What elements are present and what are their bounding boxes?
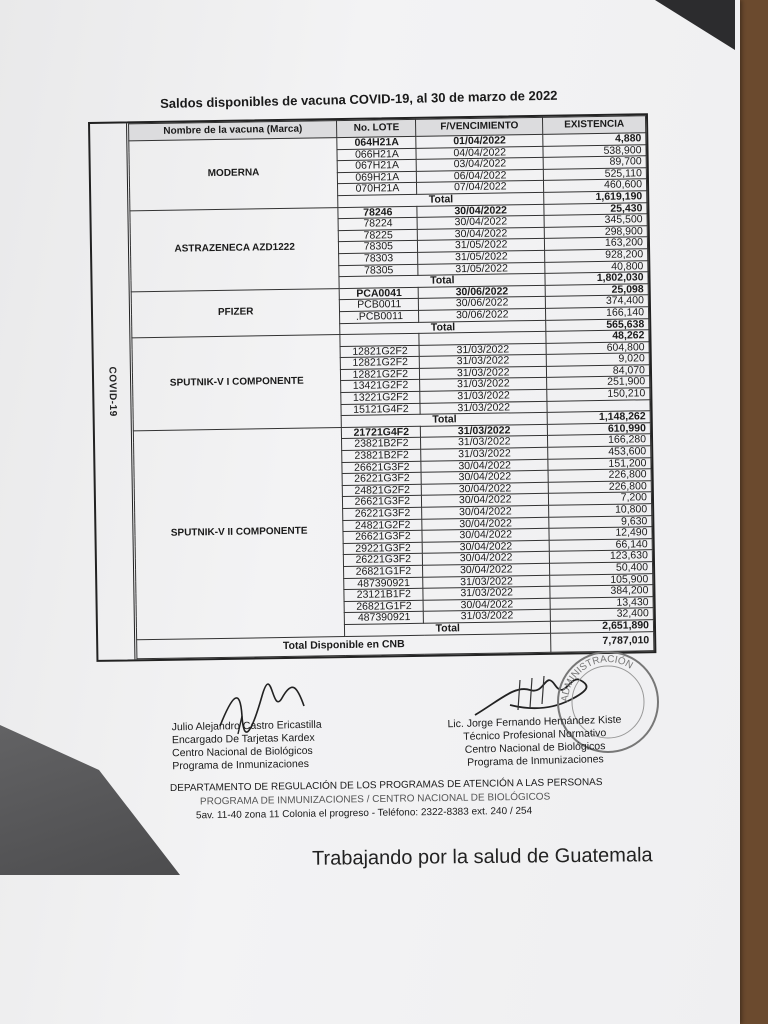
lot-number-cell: 78225 <box>339 229 418 242</box>
stock-quantity-cell: 928,200 <box>545 249 648 262</box>
stock-quantity-cell: 166,140 <box>546 307 649 320</box>
expiry-date-cell: 31/03/2022 <box>419 343 546 357</box>
expiry-date-cell: 31/03/2022 <box>420 378 547 392</box>
stock-quantity-cell: 13,430 <box>550 596 653 609</box>
table-body <box>129 133 654 659</box>
stock-quantity-cell: 105,900 <box>550 573 653 586</box>
lot-number-cell: 26221G3F2 <box>343 507 422 520</box>
footer-slogan: Trabajando por la salud de Guatemala <box>311 844 653 870</box>
expiry-date-cell: 31/03/2022 <box>423 586 550 600</box>
lot-number-cell: 26221G3F2 <box>342 473 421 486</box>
vaccine-brand-cell: SPUTNIK-V II COMPONENTE <box>133 427 345 639</box>
expiry-date-cell: 30/04/2022 <box>423 563 550 577</box>
lot-number-cell: 23821B2F2 <box>342 449 421 462</box>
group-total-value: 2,651,890 <box>551 620 654 633</box>
expiry-date-cell: 30/06/2022 <box>419 297 546 311</box>
expiry-date-cell: 06/04/2022 <box>417 169 544 183</box>
lot-number-cell: 29221G3F2 <box>344 542 423 555</box>
stamp-text: ADMINISTRACIÓN <box>559 653 635 703</box>
group-total-label: Total <box>339 273 545 288</box>
expiry-date-cell: 01/04/2022 <box>416 134 543 148</box>
lot-number-cell: 23121B1F2 <box>344 588 423 601</box>
group-total-label: Total <box>340 320 546 335</box>
expiry-date-cell: 31/03/2022 <box>421 436 548 450</box>
lot-number-cell: 78246 <box>338 206 417 219</box>
header-stock: EXISTENCIA <box>543 116 646 135</box>
lot-number-cell: 26821G1F2 <box>344 600 423 613</box>
stock-quantity-cell: 525,110 <box>543 168 646 181</box>
expiry-date-cell: 30/04/2022 <box>417 216 544 230</box>
lot-number-cell: 24821G2F2 <box>343 484 422 497</box>
lot-number-cell: 78305 <box>339 241 418 254</box>
stock-quantity-cell: 226,800 <box>548 481 651 494</box>
stock-quantity-cell: 32,400 <box>550 608 653 621</box>
stock-quantity-cell: 4,880 <box>543 133 646 146</box>
lot-number-cell: 78303 <box>339 252 418 265</box>
lot-number-cell: 26621G3F2 <box>343 496 422 509</box>
svg-text:ADMINISTRACIÓN <box>560 653 635 702</box>
expiry-date-cell: 30/04/2022 <box>422 505 549 519</box>
lot-number-cell: 24821G2F2 <box>343 519 422 532</box>
expiry-date-cell: 07/04/2022 <box>417 181 544 195</box>
stock-quantity-cell: 610,990 <box>547 423 650 436</box>
stock-quantity-cell: 226,800 <box>548 469 651 482</box>
lot-number-cell: 12821G2F2 <box>341 368 420 381</box>
grand-total-label: Total Disponible en CNB <box>137 633 551 659</box>
stock-quantity-cell: 251,900 <box>547 376 650 389</box>
stock-quantity-cell: 123,630 <box>549 550 652 563</box>
expiry-date-cell: 30/06/2022 <box>418 285 545 299</box>
expiry-date-cell: 30/04/2022 <box>422 494 549 508</box>
lot-number-cell: 487390921 <box>345 612 424 625</box>
group-total-value: 565,638 <box>546 318 649 331</box>
header-lot: No. LOTE <box>337 119 416 137</box>
expiry-date-cell: 30/04/2022 <box>422 482 549 496</box>
group-total-value: 1,148,262 <box>547 411 650 424</box>
expiry-date-cell: 30/04/2022 <box>423 552 550 566</box>
right-signer-program: Programa de Inmunizaciones <box>467 753 604 769</box>
stock-quantity-cell: 374,400 <box>545 295 648 308</box>
lot-number-cell: 070H21A <box>338 183 417 196</box>
expiry-date-cell: 31/03/2022 <box>424 610 551 624</box>
vaccine-brand-cell: PFIZER <box>131 288 340 338</box>
stock-quantity-cell: 150,210 <box>547 388 650 401</box>
stock-table-frame <box>88 113 656 661</box>
vaccine-brand-cell: SPUTNIK-V I COMPONENTE <box>132 335 342 431</box>
stock-quantity-cell: 298,900 <box>544 225 647 238</box>
header-expiry: F/VENCIMIENTO <box>416 117 543 136</box>
expiry-date-cell: 04/04/2022 <box>416 146 543 160</box>
lot-number-cell: PCA0041 <box>340 287 419 300</box>
document-title: Saldos disponibles de vacuna COVID-19, al 30 de marzo de 2022 <box>160 87 558 111</box>
footer-department: DEPARTAMENTO DE REGULACIÓN DE LOS PROGRAMAS DE ATENCIÓN A LAS PERSONAS <box>169 776 603 795</box>
right-signer-org: Centro Nacional de Biológicos <box>464 740 606 756</box>
vaccine-brand-cell: ASTRAZENECA AZD1222 <box>130 207 340 291</box>
stock-quantity-cell: 25,430 <box>544 202 647 215</box>
expiry-date-cell: 30/04/2022 <box>418 227 545 241</box>
footer-address: 5av. 11-40 zona 11 Colonia el progreso - Teléfono: 2322-8383 ext. 240 / 254 <box>195 805 533 822</box>
group-total-value: 1,802,030 <box>545 272 648 285</box>
footer-program: PROGRAMA DE INMUNIZACIONES / CENTRO NACIONAL DE BIOLÓGICOS <box>199 791 551 808</box>
group-total-value: 1,619,190 <box>544 191 647 204</box>
group-total-label: Total <box>345 621 551 636</box>
lot-number-cell: 78224 <box>338 217 417 230</box>
lot-number-cell: .PCB0011 <box>340 310 419 323</box>
stock-quantity-cell: 538,900 <box>543 144 646 157</box>
stock-quantity-cell: 84,070 <box>547 365 650 378</box>
lot-number-cell: 26821G1F2 <box>344 565 423 578</box>
lot-number-cell: 26621G3F2 <box>342 461 421 474</box>
stock-quantity-cell: 89,700 <box>543 156 646 169</box>
covid-side-label-text: COVID-19 <box>106 366 119 417</box>
stock-quantity-cell: 40,800 <box>545 260 648 273</box>
stock-quantity-cell: 453,600 <box>548 446 651 459</box>
right-signature-block <box>447 714 622 771</box>
expiry-date-cell: 31/03/2022 <box>420 366 547 380</box>
lot-number-cell: 12821G2F2 <box>340 345 419 358</box>
lot-number-cell: 13421G2F2 <box>341 380 420 393</box>
expiry-date-cell: 31/03/2022 <box>423 575 550 589</box>
expiry-date-cell: 03/04/2022 <box>416 158 543 172</box>
stock-quantity-cell: 9,020 <box>546 353 649 366</box>
stock-quantity-cell: 460,600 <box>544 179 647 192</box>
expiry-date-cell: 30/04/2022 <box>422 528 549 542</box>
stock-quantity-cell: 48,262 <box>546 330 649 343</box>
right-signer-name: Lic. Jorge Fernando Hernández Kiste <box>447 713 622 731</box>
left-signature-block <box>172 719 323 774</box>
expiry-date-cell: 31/03/2022 <box>421 424 548 438</box>
lot-number-cell: PCB0011 <box>340 299 419 312</box>
group-total-label: Total <box>342 413 548 428</box>
expiry-date-cell: 31/03/2022 <box>420 389 547 403</box>
stock-quantity-cell: 10,800 <box>549 504 652 517</box>
group-total-label: Total <box>338 192 544 207</box>
lot-number-cell: 069H21A <box>338 171 417 184</box>
lot-number-cell: 066H21A <box>337 148 416 161</box>
lot-number-cell: 23821B2F2 <box>342 438 421 451</box>
expiry-date-cell: 30/04/2022 <box>421 471 548 485</box>
stock-quantity-cell: 151,200 <box>548 457 651 470</box>
lot-number-cell: 21721G4F2 <box>342 426 421 439</box>
lot-number-cell: 26221G3F2 <box>344 554 423 567</box>
expiry-date-cell: 31/03/2022 <box>420 401 547 415</box>
stock-quantity-cell: 163,200 <box>545 237 648 250</box>
expiry-date-cell: 30/04/2022 <box>417 204 544 218</box>
stock-quantity-cell: 604,800 <box>546 341 649 354</box>
expiry-date-cell: 30/04/2022 <box>422 540 549 554</box>
left-signer-program: Programa de Inmunizaciones <box>172 757 310 773</box>
expiry-date-cell: 31/05/2022 <box>418 262 545 276</box>
expiry-date-cell: 30/04/2022 <box>421 459 548 473</box>
expiry-date-cell: 31/03/2022 <box>421 447 548 461</box>
left-signer-org: Centro Nacional de Biológicos <box>172 744 313 760</box>
vaccine-stock-table <box>128 115 654 659</box>
left-signer-role: Encargado De Tarjetas Kardex <box>171 731 315 747</box>
lot-number-cell: 487390921 <box>344 577 423 590</box>
stock-table-wrapper <box>88 113 656 661</box>
expiry-date-cell: 30/04/2022 <box>423 598 550 612</box>
stock-quantity-cell: 7,200 <box>549 492 652 505</box>
left-signer-name: Julio Alejandro Castro Ericastilla <box>171 718 322 734</box>
header-brand: Nombre de la vacuna (Marca) <box>129 121 338 141</box>
expiry-date-cell: 30/06/2022 <box>419 308 546 322</box>
stock-quantity-cell: 166,280 <box>548 434 651 447</box>
lot-number-cell: 78305 <box>339 264 418 277</box>
grand-total-value: 7,787,010 <box>551 631 654 652</box>
dark-corner-top-right <box>655 0 735 50</box>
expiry-date-cell: 31/05/2022 <box>418 250 545 264</box>
stock-quantity-cell: 345,500 <box>544 214 647 227</box>
vaccine-brand-cell: MODERNA <box>129 138 338 211</box>
lot-number-cell: 067H21A <box>338 160 417 173</box>
expiry-date-cell: 31/05/2022 <box>418 239 545 253</box>
stock-quantity-cell: 66,140 <box>549 538 652 551</box>
lot-number-cell: 15121G4F2 <box>341 403 420 416</box>
stock-quantity-cell: 50,400 <box>550 562 653 575</box>
stock-quantity-cell: 25,098 <box>545 283 648 296</box>
lot-number-cell: 064H21A <box>337 136 416 149</box>
expiry-date-cell: 30/04/2022 <box>422 517 549 531</box>
expiry-date-cell: 31/03/2022 <box>420 355 547 369</box>
lot-number-cell: 26621G3F2 <box>343 530 422 543</box>
stock-quantity-cell: 384,200 <box>550 585 653 598</box>
right-signer-role: Técnico Profesional Normativo <box>463 727 607 743</box>
stock-quantity-cell: 9,630 <box>549 515 652 528</box>
stock-quantity-cell: 12,490 <box>549 527 652 540</box>
lot-number-cell: 13221G2F2 <box>341 391 420 404</box>
lot-number-cell: 12821G2F2 <box>341 357 420 370</box>
